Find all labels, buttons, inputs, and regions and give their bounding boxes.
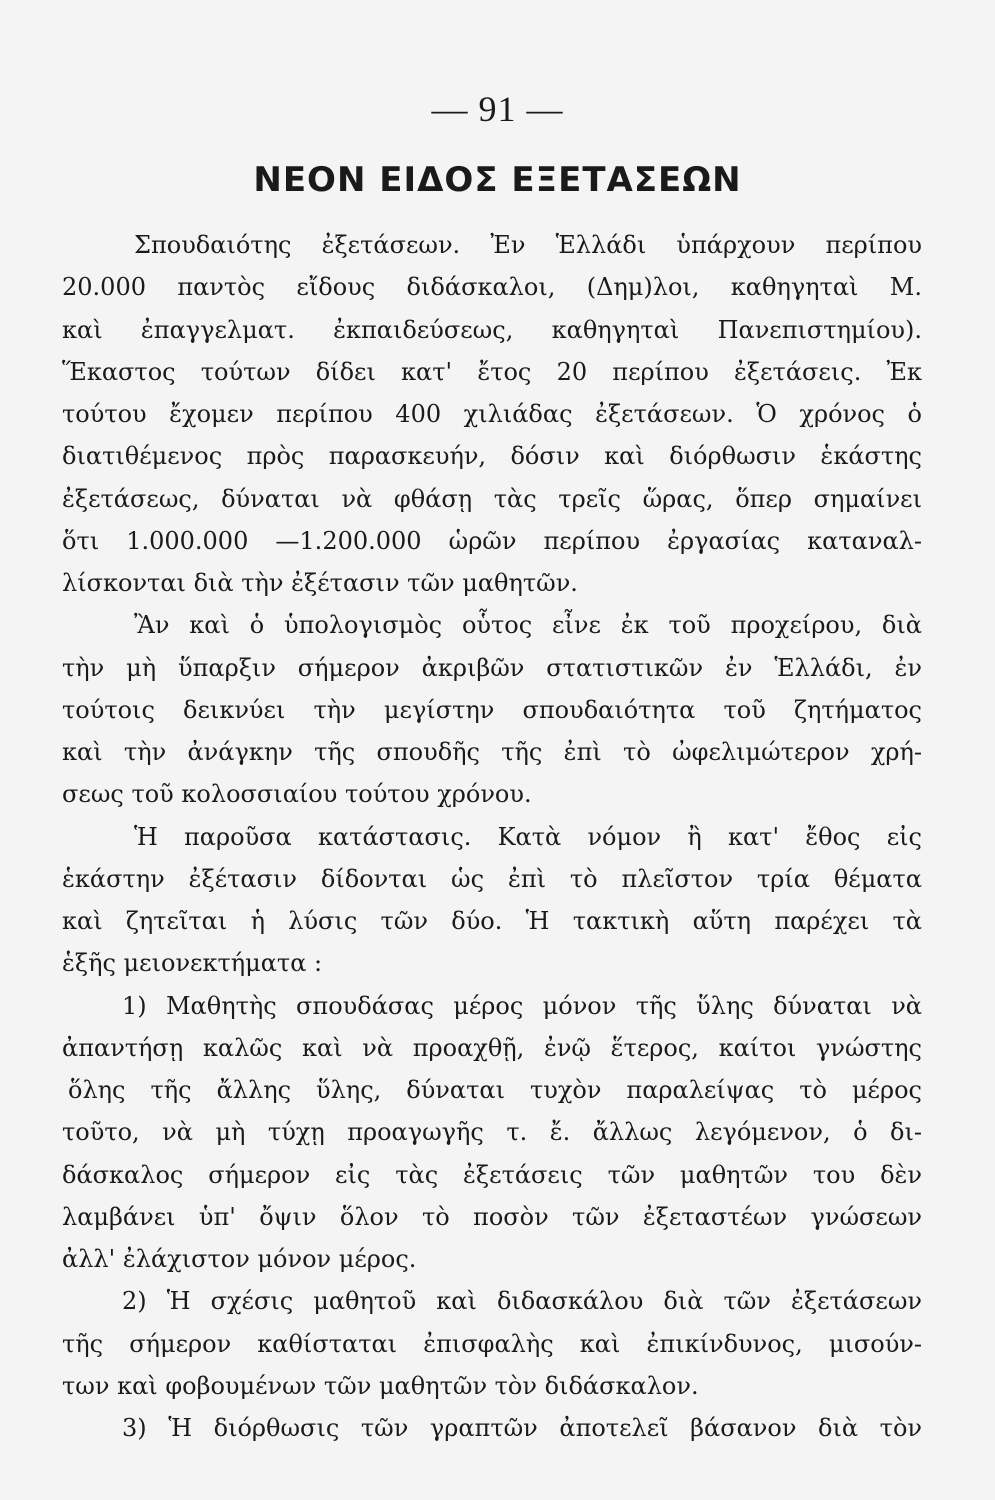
text-line: 20.000 παντὸς εἴδους διδάσκαλοι, (Δημ)λοι, καθηγηταὶ Μ. — [62, 273, 922, 302]
text-line: καὶ ζητεῖται ἡ λύσις τῶν δύο. Ἡ τακτικὴ αὕτη παρέχει τὰ — [62, 907, 922, 935]
text-line: τὴν μὴ ὕπαρξιν σήμερον ἀκριβῶν στατιστικῶν ἐν Ἑλλάδι, ἐν — [62, 653, 922, 682]
text-line: λίσκονται διὰ τὴν ἐξέτασιν τῶν μαθητῶν. — [62, 569, 578, 597]
text-line: 2) Ἡ σχέσις μαθητοῦ καὶ διδασκάλου διὰ τῶν ἐξετάσεων — [122, 1287, 922, 1316]
text-line: Ἂν καὶ ὁ ὑπολογισμὸς οὗτος εἶνε ἐκ τοῦ προχείρου, διὰ — [134, 611, 922, 640]
text-line: διατιθέμενος πρὸς παρασκευήν, δόσιν καὶ διόρθωσιν ἑκάστης — [62, 442, 922, 471]
text-line: ὅλης τῆς ἄλλης ὕλης, δύναται τυχὸν παραλείψας τὸ μέρος — [68, 1076, 922, 1104]
text-line: 1) Μαθητὴς σπουδάσας μέρος μόνον τῆς ὕλης δύναται νὰ — [122, 991, 922, 1020]
text-line: ὅτι 1.000.000 —1.200.000 ὡρῶν περίπου ἐργασίας καταναλ- — [62, 526, 922, 555]
page-title: ΝΕΟΝ ΕΙΔΟΣ ΕΞΕΤΑΣΕΩΝ — [253, 160, 742, 200]
text-line: ἀλλ' ἐλάχιστον μόνον μέρος. — [62, 1245, 417, 1273]
page-number: — 91 — — [431, 89, 564, 129]
text-line: Ἡ παροῦσα κατάστασις. Κατὰ νόμον ἢ κατ' ἔθος εἰς — [134, 822, 922, 851]
text-line: καὶ ἐπαγγελματ. ἐκπαιδεύσεως, καθηγηταὶ Πανεπιστημίου). — [62, 315, 922, 344]
text-line: ἑκάστην ἐξέτασιν δίδονται ὡς ἐπὶ τὸ πλεῖστον τρία θέματα — [62, 864, 922, 893]
text-line: ἑξῆς μειονεκτήματα : — [62, 949, 323, 978]
text-line: δάσκαλος σήμερον εἰς τὰς ἐξετάσεις τῶν μαθητῶν του δὲν — [62, 1160, 922, 1189]
text-line: των καὶ φοβουμένων τῶν μαθητῶν τὸν διδάσκαλον. — [62, 1371, 699, 1400]
text-line: λαμβάνει ὑπ' ὄψιν ὅλον τὸ ποσὸν τῶν ἐξεταστέων γνώσεων — [62, 1202, 922, 1231]
text-line: τούτοις δεικνύει τὴν μεγίστην σπουδαιότητα τοῦ ζητήματος — [62, 695, 922, 724]
body-text — [62, 224, 922, 1449]
text-line: 3) Ἡ διόρθωσις τῶν γραπτῶν ἀποτελεῖ βάσανον διὰ τὸν — [122, 1414, 922, 1442]
text-line: τούτου ἔχομεν περίπου 400 χιλιάδας ἐξετάσεων. Ὁ χρόνος ὁ — [62, 400, 922, 428]
text-line: Ἕκαστος τούτων δίδει κατ' ἔτος 20 περίπου ἐξετάσεις. Ἐκ — [62, 357, 922, 386]
text-line: Σπουδαιότης ἐξετάσεων. Ἐν Ἑλλάδι ὑπάρχουν περίπου — [134, 231, 922, 259]
text-line: ἐξετάσεως, δύναται νὰ φθάσῃ τὰς τρεῖς ὥρας, ὅπερ σημαίνει — [62, 484, 922, 513]
text-line: καὶ τὴν ἀνάγκην τῆς σπουδῆς τῆς ἐπὶ τὸ ὠφελιμώτερον χρή- — [62, 738, 922, 766]
text-line: σεως τοῦ κολοσσιαίου τούτου χρόνου. — [62, 780, 532, 809]
text-line: ἀπαντήσῃ καλῶς καὶ νὰ προαχθῇ, ἐνῷ ἕτερος, καίτοι γνώστης — [62, 1033, 922, 1062]
text-line: τῆς σήμερον καθίσταται ἐπισφαλὴς καὶ ἐπικίνδυνος, μισούν- — [62, 1329, 922, 1358]
text-line: τοῦτο, νὰ μὴ τύχῃ προαγωγῆς τ. ἔ. ἄλλως λεγόμενον, ὁ δι- — [62, 1118, 922, 1147]
